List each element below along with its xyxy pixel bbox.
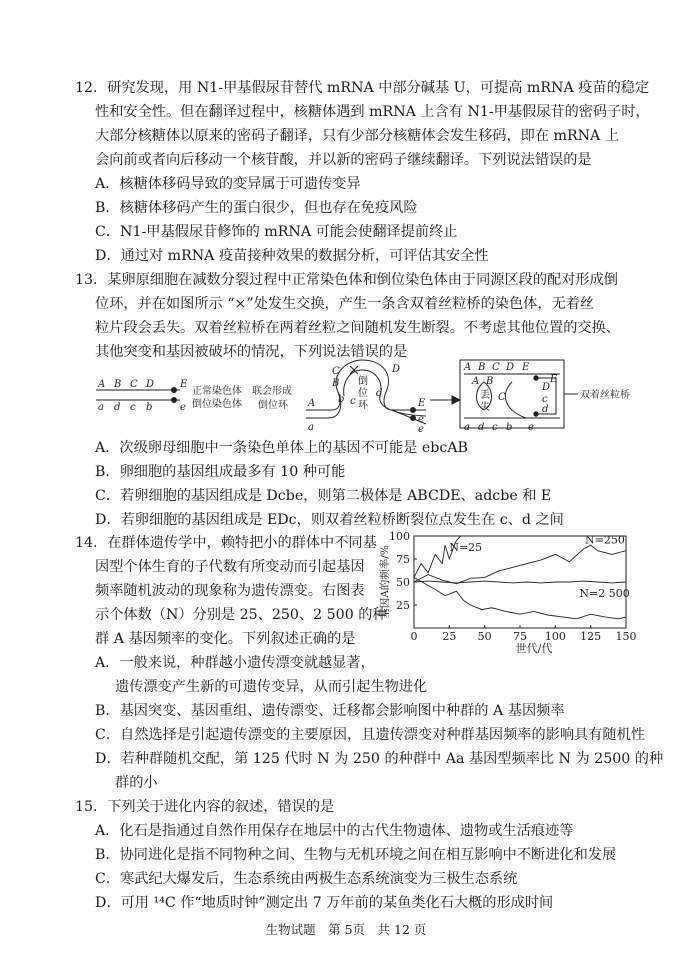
- q15-stem: 15．下列关于进化内容的叙述，错误的是: [75, 799, 335, 815]
- right-gene-lower-5: e: [528, 422, 534, 433]
- q14-option-a: A．一般来说，种群越小遗传漂变就越显著，: [95, 655, 375, 671]
- q14-option-d: D．若种群随机交配，第 125 代时 N 为 250 的种群中 Aa 基因型频率比 N 为 2500 的种: [95, 751, 664, 767]
- mid-gene-upper-4: D: [392, 364, 401, 375]
- q15-option-b: B．协同进化是指不同物种之间、生物与无机环境之间在相互影响中不断进化和发展: [95, 847, 617, 863]
- q13-line-2: 位环，并在如图所示 “×”处发生交换，产生一条含双着丝粒桥的染色体，无着丝: [95, 296, 595, 312]
- gene-label-lower-4: b: [146, 402, 153, 413]
- y-tick-label-2: 75: [396, 553, 410, 566]
- series-line-1: [414, 545, 626, 584]
- lost-char-2: 失: [480, 402, 490, 413]
- chromosome-inversion-diagram: [92, 352, 630, 435]
- mid-gene-upper-3: C: [332, 366, 340, 377]
- q13-option-b: B．卵细胞的基因组成最多有 10 种可能: [95, 464, 346, 480]
- mid-gene-lower-3: c: [350, 396, 356, 407]
- q15-option-d: D．可用 ¹⁴C 作“地质时钟”测定出 7 万年前的某鱼类化石大概的形成时间: [95, 895, 554, 911]
- y-axis-label: 基因A的频率/%: [379, 545, 391, 619]
- x-tick-label-3: 75: [513, 630, 527, 643]
- q14-line-4: 示个体数（N）分别是 25、250、2 500 的种: [95, 607, 387, 623]
- q14-line-2: 因型个体生育的子代数有所变动而引起基因: [95, 559, 365, 575]
- mid-gene-upper-5: E: [418, 398, 426, 409]
- inversion-loop-label: 倒位环: [258, 400, 288, 411]
- lost-char-1: 丢: [480, 390, 490, 401]
- q12-line-3: 大部分核糖体以原来的密码子翻译，只有少部分核糖体会发生移码，即在 mRNA 上: [95, 128, 620, 144]
- gene-frequency-chart: [378, 528, 638, 655]
- q12-option-c: C．N1-甲基假尿苷修饰的 mRNA 可能会使翻译提前终止: [95, 224, 458, 240]
- q14-line-3: 频率随机波动的现象称为遗传漂变。右图表: [95, 583, 365, 599]
- inverted-chromosome-label: 倒位染色体: [192, 399, 242, 410]
- q12-line-4: 会向前或者向后移动一个核苷酸，并以新的密码子继续翻译。下列说法错误的是: [95, 152, 592, 168]
- x-tick-label-0: 0: [410, 630, 418, 643]
- right-loop-gene-c: C: [498, 392, 506, 403]
- x-tick-label-1: 25: [442, 630, 457, 643]
- right-gene-lower-2: d: [478, 422, 485, 433]
- q12-option-d: D．通过对 mRNA 疫苗接种效果的数据分析，可评估其安全性: [95, 248, 489, 264]
- right-bridge-gene-b: d: [542, 404, 549, 415]
- loop-char-1: 倒: [358, 376, 368, 387]
- right-gene-lower-3: c: [492, 422, 498, 433]
- q12-option-b: B．核糖体移码产生的蛋白很少，但也存在免疫风险: [95, 200, 418, 216]
- x-tick-label-6: 150: [615, 630, 637, 643]
- question-14: [75, 531, 395, 675]
- q14-line-5: 群 A 基因频率的变化。下列叙述正确的是: [95, 631, 356, 647]
- right-gene-upper-4: D: [506, 362, 515, 373]
- dicentric-bridge-label: 双着丝粒桥: [580, 390, 630, 401]
- x-tick-label-4: 100: [544, 630, 566, 643]
- right-bridge-gene-c: c: [542, 394, 548, 405]
- gene-label-upper-5: E: [180, 379, 188, 390]
- q15-option-a: A．化石是指通过自然作用保存在地层中的古代生物遗体、遗物或生活痕迹等: [95, 823, 574, 839]
- gene-label-lower-3: c: [130, 402, 136, 413]
- mid-gene-lower-4: b: [338, 394, 345, 405]
- right-gene-upper-3: C: [492, 362, 500, 373]
- x-axis-label: 世代/代: [515, 642, 553, 655]
- right-loop-gene-b: B: [486, 376, 494, 387]
- mid-gene-upper-1: A: [308, 398, 316, 409]
- q14-option-a-cont: 遗传漂变产生新的可遗传变异，从而引起生物进化: [115, 679, 428, 695]
- right-bridge-gene-e: E: [550, 374, 558, 385]
- y-tick-label-0: 25: [396, 599, 410, 612]
- synapsis-label: 联会形成: [252, 386, 292, 397]
- normal-chromosome-label: 正常染色体: [192, 386, 242, 397]
- series-label-0: N=25: [449, 541, 483, 555]
- q12-option-a: A．核糖体移码导致的变异属于可遗传变异: [95, 176, 361, 192]
- mid-gene-upper-2: B: [332, 378, 340, 389]
- q14-line-1: 14．在群体遗传学中，赖特把小的群体中不同基: [75, 535, 377, 551]
- question-15: [75, 795, 620, 915]
- mid-gene-lower-5a: e: [418, 414, 424, 425]
- loop-char-2: 位: [358, 388, 368, 399]
- mid-gene-lower-5b: e: [418, 424, 424, 435]
- mid-gene-lower-1: a: [308, 422, 314, 433]
- q15-option-c: C．寒武纪大爆发后，生态系统由两极生态系统演变为三极生态系统: [95, 871, 518, 887]
- right-gene-upper-2: B: [478, 362, 486, 373]
- gene-label-lower-2: d: [114, 402, 121, 413]
- gene-label-lower-1: a: [98, 402, 104, 413]
- x-tick-label-2: 50: [477, 630, 492, 643]
- q13-line-1: 13．某卵原细胞在减数分裂过程中正常染色体和倒位染色体由于同源区段的配对形成倒: [75, 272, 618, 288]
- gene-label-lower-5: e: [180, 402, 186, 413]
- y-tick-label-3: 100: [389, 530, 410, 543]
- q14-option-b: B．基因突变、基因重组、遗传漂变、迁移都会影响图中种群的 A 基因频率: [95, 703, 565, 719]
- question-14-options: [75, 675, 664, 795]
- gene-label-upper-3: C: [130, 379, 138, 390]
- question-13-options: [75, 436, 620, 532]
- y-tick-label-1: 50: [396, 576, 410, 589]
- q13-option-a: A．次级卵母细胞中一条染色单体上的基因不可能是 ebcAB: [95, 440, 468, 456]
- mid-gene-lower-2: d: [376, 388, 383, 399]
- right-gene-lower-1: a: [464, 422, 470, 433]
- gene-label-upper-2: B: [114, 379, 122, 390]
- q14-option-c: C．自然选择是引起遗传漂变的主要原因，且遗传漂变对种群基因频率的影响具有随机性: [95, 727, 645, 743]
- gene-label-upper-4: D: [146, 379, 155, 390]
- right-loop-gene-a: A: [472, 376, 480, 387]
- x-tick-label-5: 125: [580, 630, 602, 643]
- page-footer: 生物试题 第 5页 共 12 页: [265, 922, 427, 937]
- q13-option-d: D．若卵细胞的基因组成是 EDc，则双着丝粒桥断裂位点发生在 c、d 之间: [95, 512, 564, 528]
- right-bridge-gene-d: D: [542, 382, 551, 393]
- q12-line-2: 性和安全性。但在翻译过程中，核糖体遇到 mRNA 上含有 N1-甲基假尿苷的密码子时，: [95, 104, 650, 120]
- q14-option-d-cont: 群的小: [115, 775, 158, 791]
- q13-line-3: 粒片段会丢失。双着丝粒桥在两着丝粒之间随机发生断裂。不考虑其他位置的交换、: [95, 320, 620, 336]
- q12-line-1: 12．研究发现，用 N1-甲基假尿苷替代 mRNA 中部分碱基 U，可提高 mRNA 疫苗的稳定: [75, 80, 650, 96]
- q13-line-4: 其他突变和基因被破坏的情况，下列说法错误的是: [95, 344, 408, 360]
- right-gene-upper-5: E: [522, 362, 530, 373]
- gene-label-upper-1: A: [98, 379, 106, 390]
- series-label-1: N=250: [585, 533, 625, 547]
- loop-char-3: 环: [358, 400, 368, 411]
- series-label-2: N=2 500: [579, 587, 630, 601]
- right-gene-upper-1: A: [464, 362, 472, 373]
- right-gene-lower-4: b: [506, 422, 513, 433]
- question-12: [75, 76, 650, 268]
- q13-option-c: C．若卵细胞的基因组成是 Dcbe，则第二极体是 ABCDE、adcbe 和 E: [95, 488, 552, 504]
- question-13: [75, 268, 620, 364]
